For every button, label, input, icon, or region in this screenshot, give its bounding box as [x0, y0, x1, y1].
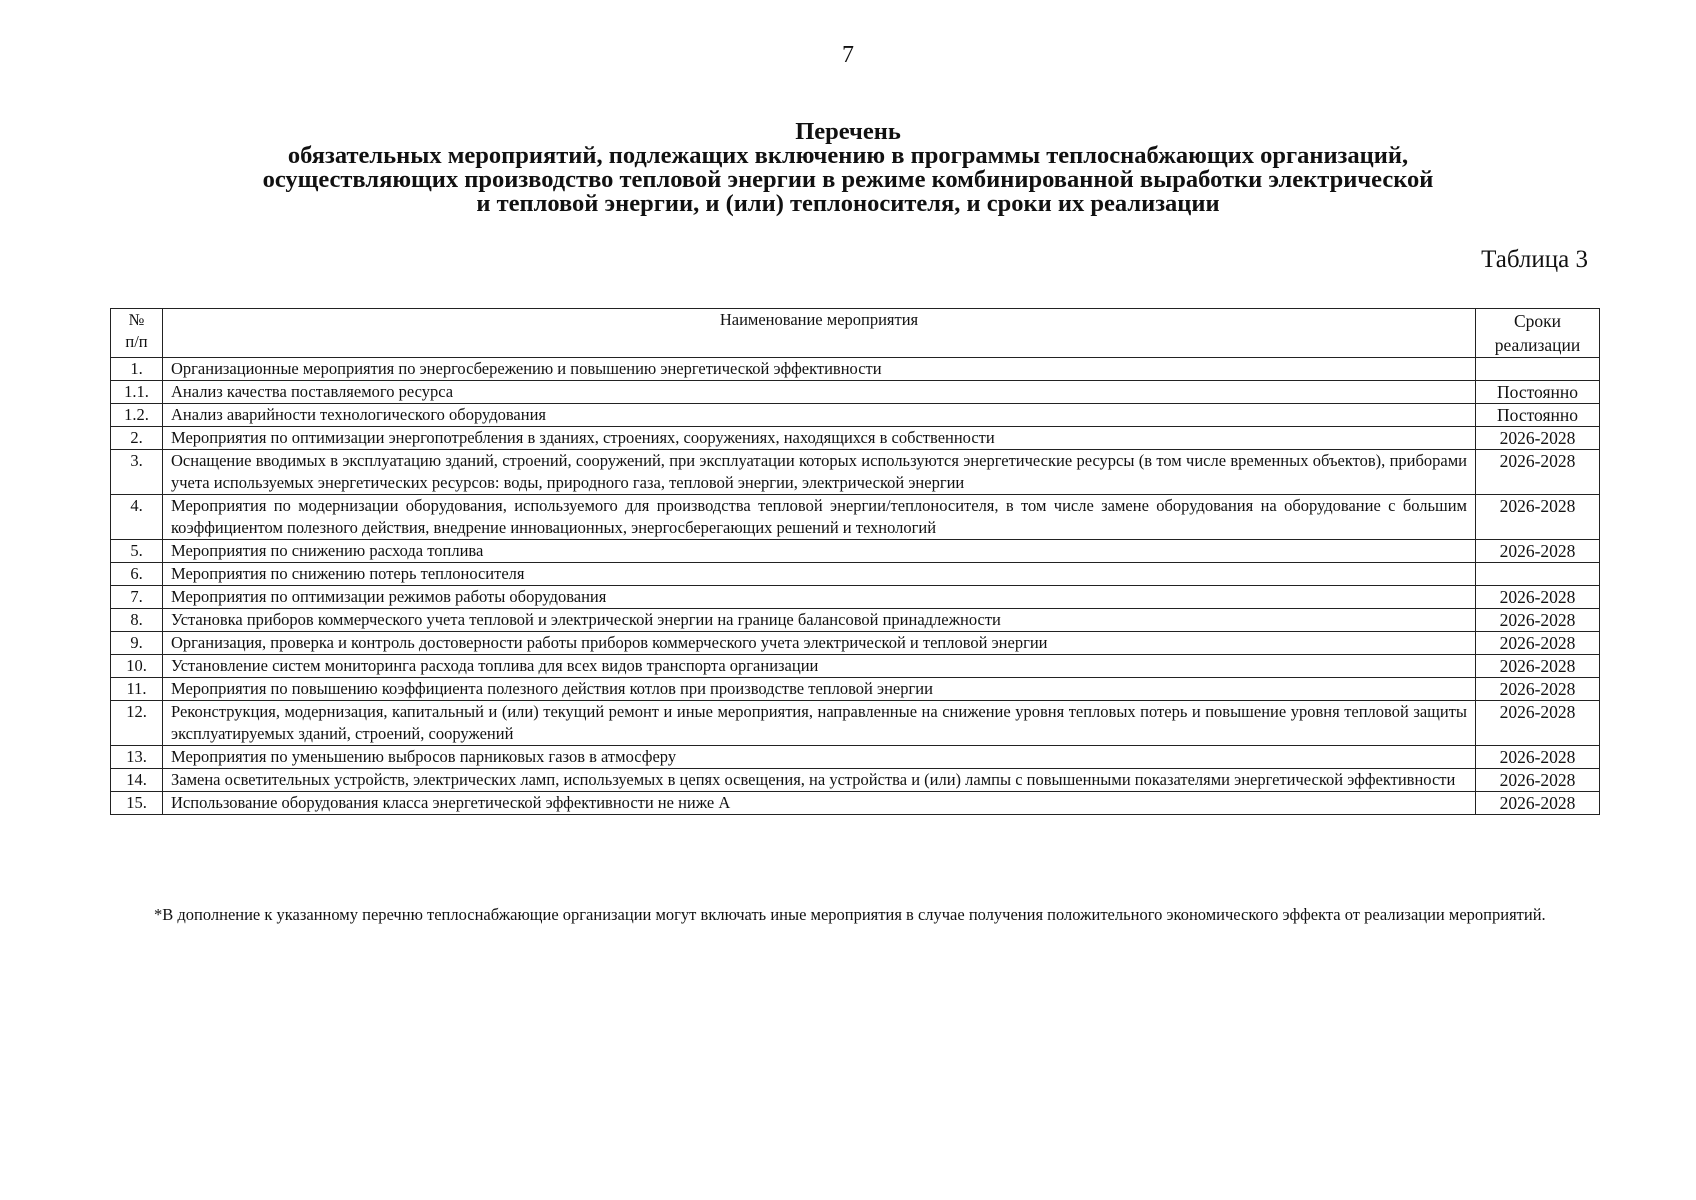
measure-name: Анализ аварийности технологического оборудования [163, 404, 1476, 427]
row-number: 6. [111, 563, 163, 586]
measure-name: Организационные мероприятия по энергосбережению и повышению энергетической эффективности [163, 358, 1476, 381]
row-number: 11. [111, 678, 163, 701]
implementation-term: 2026-2028 [1476, 586, 1600, 609]
header-number-symbol: № [128, 310, 145, 329]
implementation-term: 2026-2028 [1476, 655, 1600, 678]
row-number: 9. [111, 632, 163, 655]
implementation-term: 2026-2028 [1476, 540, 1600, 563]
table-header-row [111, 309, 1600, 358]
footnote: *В дополнение к указанному перечню теплоснабжающие организации могут включать иные мероприятия в случае получения положительного экономического эффекта от реализации мероприятий. [154, 905, 1546, 924]
measure-name: Мероприятия по снижению расхода топлива [163, 540, 1476, 563]
row-number: 14. [111, 769, 163, 792]
measure-name: Мероприятия по модернизации оборудования, используемого для производства тепловой энергии/теплоносителя, в том числе замене оборудования на оборудование с большим коэффициентом полезного действия, внедрение инновационных, энергосберегающих решений и технологий [163, 495, 1476, 540]
table-row [111, 381, 1600, 404]
measure-name: Мероприятия по уменьшению выбросов парниковых газов в атмосферу [163, 746, 1476, 769]
implementation-term: 2026-2028 [1476, 746, 1600, 769]
table-row [111, 563, 1600, 586]
measure-name: Мероприятия по оптимизации энергопотребления в зданиях, строениях, сооружениях, находящихся в собственности [163, 427, 1476, 450]
row-number: 1.1. [111, 381, 163, 404]
measure-name: Установка приборов коммерческого учета тепловой и электрической энергии на границе балансовой принадлежности [163, 609, 1476, 632]
header-terms-line2: реализации [1494, 335, 1581, 355]
table-label: Таблица 3 [1481, 246, 1588, 273]
title-line-2: обязательных мероприятий, подлежащих включению в программы теплоснабжающих организаций, [287, 142, 1409, 169]
measure-name: Мероприятия по оптимизации режимов работы оборудования [163, 586, 1476, 609]
table-row [111, 701, 1600, 746]
table-row [111, 746, 1600, 769]
row-number: 12. [111, 701, 163, 746]
row-number: 2. [111, 427, 163, 450]
implementation-term: 2026-2028 [1476, 701, 1600, 746]
measure-name: Замена осветительных устройств, электрических ламп, используемых в цепях освещения, на устройства и (или) лампы с повышенными показателями энергетической эффективности [163, 769, 1476, 792]
title-line-4: и тепловой энергии, и (или) теплоносителя, и сроки их реализации [476, 190, 1220, 217]
implementation-term: Постоянно [1476, 404, 1600, 427]
measures-table [110, 308, 1600, 815]
implementation-term: Постоянно [1476, 381, 1600, 404]
implementation-term: 2026-2028 [1476, 495, 1600, 540]
page-number: 7 [842, 42, 854, 68]
measure-name: Мероприятия по снижению потерь теплоносителя [163, 563, 1476, 586]
measure-name: Мероприятия по повышению коэффициента полезного действия котлов при производстве тепловой энергии [163, 678, 1476, 701]
row-number: 1.2. [111, 404, 163, 427]
measure-name: Оснащение вводимых в эксплуатацию зданий, строений, сооружений, при эксплуатации которых используются энергетические ресурсы (в том числе временных объектов), приборами учета используемых энергетических ресурсов: воды, природного газа, тепловой энергии, электрической энергии [163, 450, 1476, 495]
row-number: 1. [111, 358, 163, 381]
header-terms-line1: Сроки [1513, 311, 1562, 331]
measure-name: Реконструкция, модернизация, капитальный и (или) текущий ремонт и иные мероприятия, направленные на снижение уровня тепловых потерь и повышение уровня тепловой защиты эксплуатируемых зданий, строений, сооружений [163, 701, 1476, 746]
implementation-term [1476, 358, 1600, 381]
document-title [110, 120, 1586, 216]
implementation-term: 2026-2028 [1476, 427, 1600, 450]
table-row [111, 495, 1600, 540]
row-number: 10. [111, 655, 163, 678]
implementation-term: 2026-2028 [1476, 632, 1600, 655]
table-row [111, 427, 1600, 450]
row-number: 3. [111, 450, 163, 495]
row-number: 4. [111, 495, 163, 540]
row-number: 8. [111, 609, 163, 632]
title-line-1: Перечень [795, 118, 901, 145]
row-number: 15. [111, 792, 163, 815]
table-row [111, 450, 1600, 495]
measure-name: Использование оборудования класса энергетической эффективности не ниже А [163, 792, 1476, 815]
implementation-term [1476, 563, 1600, 586]
measure-name: Организация, проверка и контроль достоверности работы приборов коммерческого учета электрической и тепловой энергии [163, 632, 1476, 655]
table-row [111, 769, 1600, 792]
header-number [111, 309, 163, 358]
title-line-3: осуществляющих производство тепловой энергии в режиме комбинированной выработки электрической [262, 166, 1434, 193]
row-number: 5. [111, 540, 163, 563]
table-row [111, 404, 1600, 427]
table-body [111, 358, 1600, 815]
measure-name: Установление систем мониторинга расхода топлива для всех видов транспорта организации [163, 655, 1476, 678]
table-row [111, 358, 1600, 381]
table-row [111, 609, 1600, 632]
table-row [111, 792, 1600, 815]
table-row [111, 655, 1600, 678]
header-number-abbr: п/п [125, 332, 148, 351]
table-row [111, 586, 1600, 609]
implementation-term: 2026-2028 [1476, 769, 1600, 792]
header-terms [1476, 309, 1600, 358]
table-row [111, 540, 1600, 563]
table-row [111, 678, 1600, 701]
implementation-term: 2026-2028 [1476, 678, 1600, 701]
header-measure-name: Наименование мероприятия [163, 309, 1476, 358]
implementation-term: 2026-2028 [1476, 450, 1600, 495]
row-number: 7. [111, 586, 163, 609]
implementation-term: 2026-2028 [1476, 792, 1600, 815]
implementation-term: 2026-2028 [1476, 609, 1600, 632]
row-number: 13. [111, 746, 163, 769]
table-row [111, 632, 1600, 655]
measure-name: Анализ качества поставляемого ресурса [163, 381, 1476, 404]
